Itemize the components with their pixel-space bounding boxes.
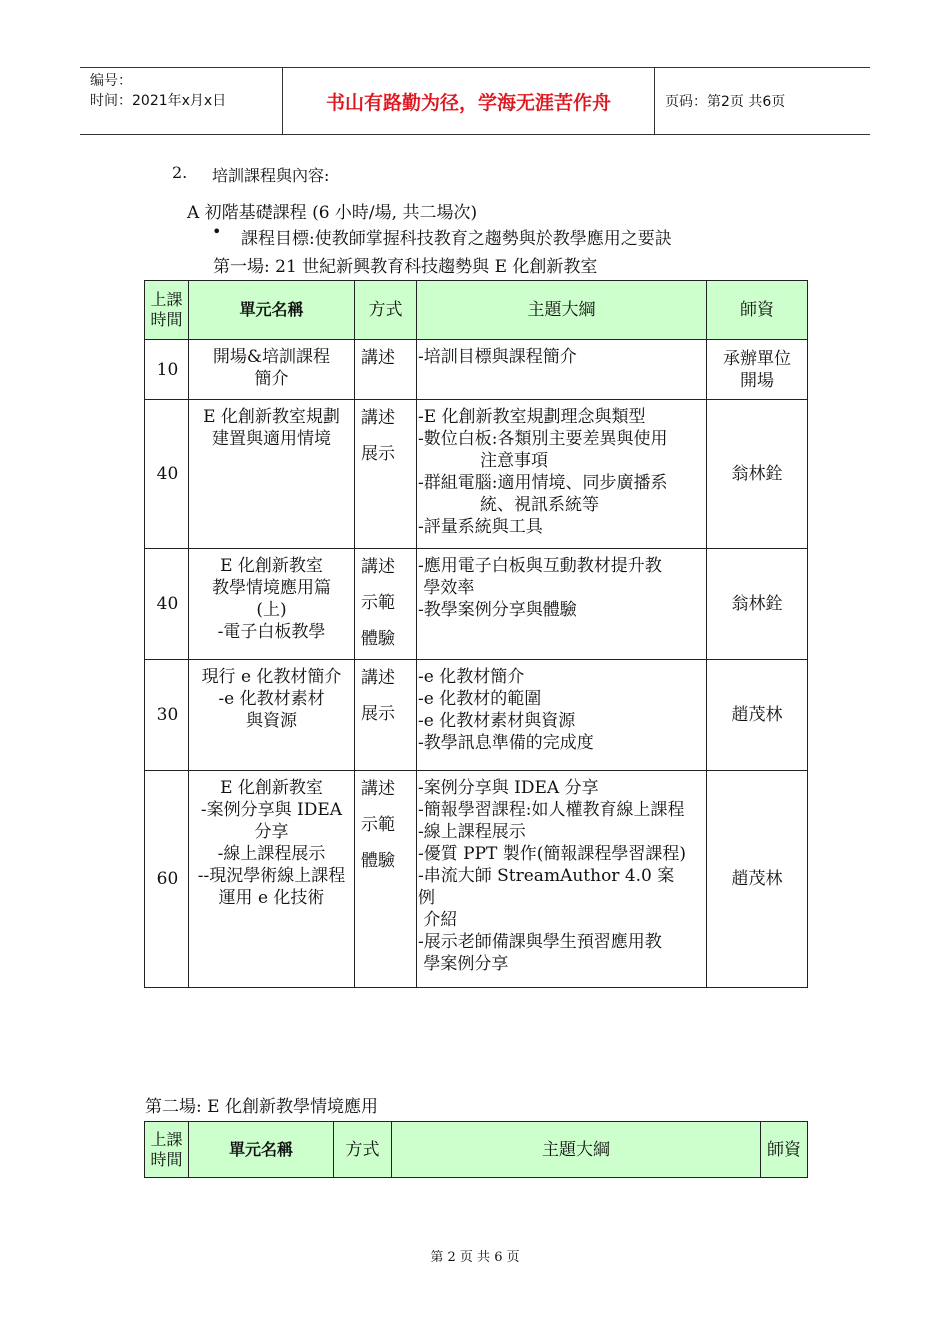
section-title: 培訓課程與內容: [212, 166, 330, 185]
outline-line: -線上課程展示 [418, 822, 526, 842]
unit-line: -案例分享與 IDEA [200, 800, 343, 820]
unit-line: E 化創新教室 [220, 556, 323, 576]
outline-line: -評量系統與工具 [418, 517, 543, 537]
outline-line: 學效率 [418, 578, 475, 598]
outline-line: -應用電子白板與互動教材提升教 [418, 556, 662, 576]
teacher-line: 趙茂林 [731, 869, 783, 889]
unit-line: 簡介 [254, 369, 289, 389]
table-header-row [145, 1122, 808, 1178]
session1-title: 第一場: 21 世紀新興教育科技趨勢與 E 化創新教室 [213, 257, 598, 277]
session1-table [144, 280, 808, 988]
table-row [145, 340, 808, 400]
header-time-line: 時間 [150, 310, 183, 329]
row-outline [417, 771, 707, 988]
header-mode: 方式 [355, 281, 417, 340]
row-mode [355, 400, 417, 549]
header-page-info: 页码：第2页 共6页 [665, 94, 786, 110]
header-outline: 主題大綱 [417, 281, 707, 340]
table-row [145, 771, 808, 988]
unit-line: -電子白板教學 [217, 622, 326, 642]
unit-line: 現行 e 化教材簡介 [201, 667, 342, 687]
mode-line: 講述 [361, 408, 395, 428]
page-header [80, 67, 870, 135]
table-row [145, 400, 808, 549]
header-unit: 單元名稱 [189, 281, 355, 340]
header-teacher: 師資 [761, 1122, 808, 1178]
unit-line: 教學情境應用篇 [212, 578, 331, 598]
table-row [145, 660, 808, 771]
row-mode [355, 771, 417, 988]
mode-line: 展示 [361, 704, 395, 724]
outline-line: -展示老師備課與學生預習應用教 [418, 932, 662, 952]
row-teacher [707, 660, 808, 771]
header-time [145, 281, 189, 340]
header-outline: 主題大綱 [392, 1122, 761, 1178]
row-time: 40 [145, 400, 189, 549]
session2-table [144, 1121, 808, 1178]
header-time-line: 上課 [150, 1129, 183, 1149]
header-meta [80, 68, 282, 134]
table-header-row [145, 281, 808, 340]
header-unit: 單元名稱 [189, 1122, 334, 1178]
outline-line: -e 化教材簡介 [418, 667, 525, 687]
row-mode [355, 340, 417, 400]
outline-line: -教學訊息準備的完成度 [418, 733, 594, 753]
unit-line: 建置與適用情境 [212, 429, 331, 449]
row-teacher [707, 771, 808, 988]
mode-line: 講述 [361, 348, 395, 368]
unit-line: 運用 e 化技術 [218, 888, 325, 908]
unit-line: 與資源 [246, 711, 297, 731]
header-time-line: 上課 [150, 290, 183, 309]
outline-line: 注意事項 [480, 451, 548, 471]
teacher-line: 承辦單位 [723, 348, 791, 369]
outline-line: -簡報學習課程:如人權教育線上課程 [418, 800, 685, 820]
teacher-line: 開場 [740, 370, 774, 391]
unit-line: (上) [256, 600, 287, 620]
header-teacher: 師資 [707, 281, 808, 340]
teacher-line: 翁林銓 [731, 594, 783, 614]
mode-line: 講述 [361, 557, 395, 577]
course-a-title: A 初階基礎課程 (6 小時/場, 共二場次) [187, 203, 478, 223]
row-time: 60 [145, 771, 189, 988]
table-row [145, 549, 808, 660]
outline-line: 統、視訊系統等 [480, 495, 599, 515]
row-outline [417, 340, 707, 400]
outline-line: -e 化教材素材與資源 [418, 711, 576, 731]
unit-line: 分享 [254, 822, 289, 842]
header-time [145, 1122, 189, 1178]
teacher-line: 翁林銓 [731, 464, 783, 484]
unit-line: -線上課程展示 [217, 844, 326, 864]
outline-line: -e 化教材的範圍 [418, 689, 542, 709]
outline-line: 學案例分享 [418, 954, 509, 974]
header-time-line: 時間 [150, 1149, 183, 1169]
unit-line: --現況學術線上課程 [197, 866, 346, 886]
unit-line: E 化創新教室規劃 [203, 407, 340, 427]
row-unit [189, 771, 355, 988]
mode-line: 示範 [361, 593, 395, 613]
mode-line: 體驗 [361, 629, 395, 649]
outline-line: -培訓目標與課程簡介 [418, 347, 577, 367]
outline-line: 介紹 [418, 910, 458, 930]
outline-line: -串流大師 StreamAuthor 4.0 案 [418, 866, 675, 886]
mode-line: 體驗 [361, 851, 395, 871]
date-line: 时间：2021年x月x日 [90, 93, 227, 109]
bullet-icon: • [212, 222, 222, 241]
row-unit [189, 400, 355, 549]
outline-line: -優質 PPT 製作(簡報課程學習課程) [418, 844, 687, 864]
row-unit [189, 549, 355, 660]
outline-line: -E 化創新教室規劃理念與類型 [418, 407, 646, 427]
unit-line: 開場&培訓課程 [212, 347, 331, 367]
session2-title: 第二場: E 化創新教學情境應用 [145, 1097, 378, 1117]
header-mode: 方式 [334, 1122, 392, 1178]
row-mode [355, 660, 417, 771]
outline-line: -教學案例分享與體驗 [418, 600, 577, 620]
row-teacher [707, 340, 808, 400]
row-outline [417, 660, 707, 771]
mode-line: 講述 [361, 779, 395, 799]
serial-number-label: 编号： [90, 73, 132, 89]
unit-line: E 化創新教室 [220, 778, 323, 798]
teacher-line: 趙茂林 [731, 705, 783, 725]
header-motto: 书山有路勤为径，学海无涯苦作舟 [282, 68, 655, 134]
row-unit [189, 660, 355, 771]
page-footer: 第 2 页 共 6 页 [430, 1250, 520, 1265]
row-time: 40 [145, 549, 189, 660]
mode-line: 示範 [361, 815, 395, 835]
outline-line: 例 [418, 888, 435, 908]
mode-line: 展示 [361, 444, 395, 464]
row-outline [417, 400, 707, 549]
unit-line: -e 化教材素材 [218, 689, 325, 709]
mode-line: 講述 [361, 668, 395, 688]
row-teacher [707, 549, 808, 660]
row-outline [417, 549, 707, 660]
outline-line: -數位白板:各類別主要差異與使用 [418, 429, 668, 449]
row-mode [355, 549, 417, 660]
course-goal: 課程目標:使教師掌握科技教育之趨勢與於教學應用之要訣 [241, 229, 672, 249]
row-unit [189, 340, 355, 400]
row-time: 30 [145, 660, 189, 771]
section-number: 2. [172, 163, 188, 182]
outline-line: -案例分享與 IDEA 分享 [418, 778, 599, 798]
row-time: 10 [145, 340, 189, 400]
row-teacher [707, 400, 808, 549]
outline-line: -群組電腦:適用情境、同步廣播系 [418, 473, 668, 493]
